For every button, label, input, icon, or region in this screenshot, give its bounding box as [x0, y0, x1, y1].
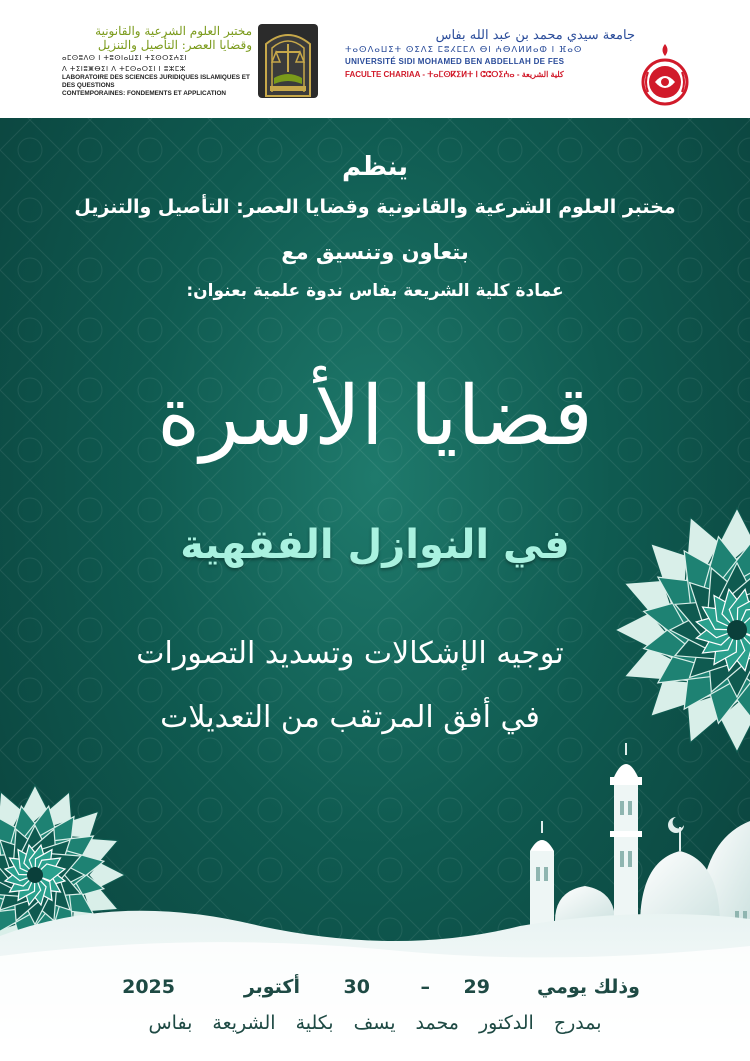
faculty-name-tifinagh: ⵜⴰⵎⵙⴽⵉⵍⵜ ⵏ ⵛⵛⵔⵉⵄⴰ [427, 70, 515, 79]
lab-name-fr-line2: CONTEMPORAINES: FONDEMENTS ET APPLICATION [62, 90, 227, 97]
rosette-center [727, 620, 747, 640]
lab-name-block [62, 24, 252, 98]
lab-name-tifinagh-line1: ⴰⵎⵙⵓⴷⵙ ⵏ ⵜⵓⵙⵏⴰⵡⵉⵏ ⵜⵉⵙⵔⵉⵄⵉⵏ [62, 54, 188, 62]
organizes-label: ينظم [341, 152, 409, 182]
event-title: قضايا الأسرة [157, 369, 593, 464]
deanship-line: عمادة كلية الشريعة بفاس ندوة علمية بعنوان: [186, 281, 564, 301]
university-block [345, 28, 635, 81]
lab-name-fr-line1: LABORATOIRE DES SCIENCES JURIDIQUES ISLAMIQUES ET DES QUESTIONS [62, 74, 250, 89]
event-date-line [110, 976, 640, 1002]
date-dash: – [420, 976, 430, 998]
faculty-name-ar: كلية الشريعة [521, 70, 564, 79]
rosette-ornament-right-icon [612, 505, 750, 755]
month: أكتوبر [243, 976, 300, 998]
lab-full-name: مختبر العلوم الشرعية والقانونية وقضايا العصر: التأصيل والتنزيل [74, 196, 676, 218]
event-subtitle: في النوازل الفقهية [180, 522, 570, 568]
university-name-tifinagh: ⵜⴰⵙⴷⴰⵡⵉⵜ ⵙⵉⴷⵉ ⵎⵓⵃⵎⵎⴷ ⴱⵏ ⵄⴱⴷⵍⵍⴰⵀ ⵏ ⴼⴰⵙ [345, 45, 583, 55]
theme-line-2: في أفق المرتقب من التعديلات [160, 700, 540, 735]
date-prefix: وذلك يومي [536, 976, 640, 998]
university-name-fr: UNIVERSITÉ SIDI MOHAMED BEN ABDELLAH DE FES [345, 57, 565, 66]
theme-line-1: توجيه الإشكالات وتسديد التصورات [136, 636, 564, 671]
lab-name-ar-line1: مختبر العلوم الشرعية والقانونية [95, 24, 252, 38]
header-bar [0, 0, 750, 118]
lab-logo-icon [256, 22, 320, 100]
year: 2025 [122, 976, 175, 998]
day-start: 29 [463, 976, 490, 998]
event-venue: بمدرج الدكتور محمد يسف بكلية الشريعة بفاس [148, 1012, 602, 1034]
university-name-ar: جامعة سيدي محمد بن عبد الله بفاس [435, 28, 635, 43]
lab-name-ar-line2: وقضايا العصر: التأصيل والتنزيل [97, 38, 252, 52]
lab-name-tifinagh-line2: ⴷ ⵜⵉⵏⵓⵥⴱⵉⵏ ⴷ ⵜⵎⵙⴰⵔⵉⵏ ⵏ ⵓⵣⵎⵣ [62, 65, 186, 73]
cooperation-label: بتعاون وتنسيق مع [281, 240, 469, 264]
faculty-name-fr: FACULTE CHARIAA [345, 70, 421, 79]
university-logo-icon [640, 42, 690, 108]
faculty-line: FACULTE CHARIAA - ⵜⴰⵎⵙⴽⵉⵍⵜ ⵏ ⵛⵛⵔⵉⵄⴰ - كلية الشريعة [345, 70, 564, 79]
day-end: 30 [343, 976, 370, 998]
